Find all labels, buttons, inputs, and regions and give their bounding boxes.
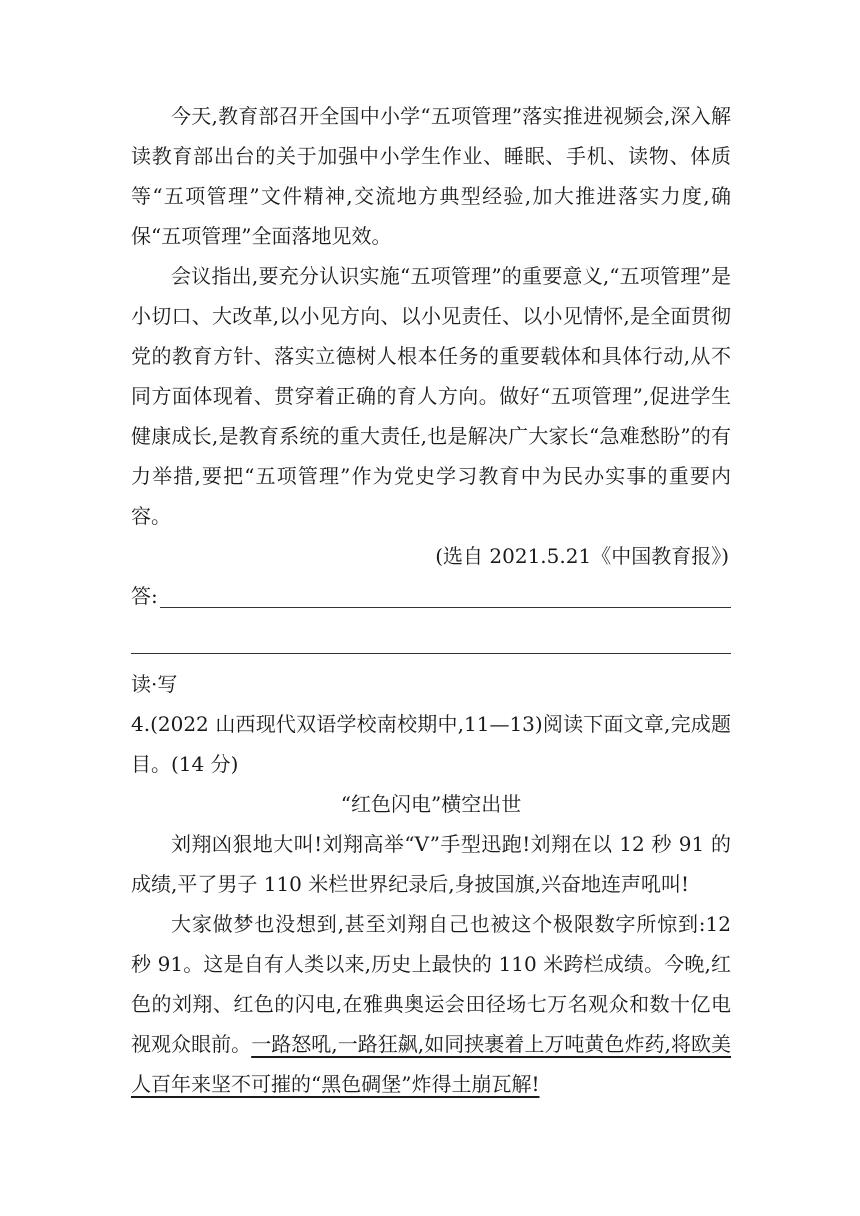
answer-rule: [160, 607, 731, 608]
answer-rule-2: [131, 653, 731, 654]
answer-label: 答:: [131, 584, 158, 608]
passage-paragraph-2: 会议指出,要充分认识实施“五项管理”的重要意义,“五项管理”是小切口、大改革,以小见方向、以小见责任、以小见情怀,是全面贯彻党的教育方针、落实立德树人根本任务的重要载体和具体行动,从不同方面体现着、贯穿着正确的育人方向。做好“五项管理”,促进学生健康成长,是教育系统的重大责任,也是解决广大家长“急难愁盼”的有力举措,要把“五项管理”作为党史学习教育中为民办实事的重要内容。: [131, 264, 731, 528]
section-label: 读·写: [131, 672, 178, 696]
article-paragraph-1: 刘翔凶狠地大叫!刘翔高举“V”手型迅跑!刘翔在以 12 秒 91 的成绩,平了男子 110 米栏世界纪录后,身披国旗,兴奋地连声吼叫!: [131, 832, 731, 896]
article-paragraph-2-text: 大家做梦也没想到,甚至刘翔自己也被这个极限数字所惊到:12 秒 91。这是自有人类以来,历史上最快的 110 米跨栏成绩。今晚,红色的刘翔、红色的闪电,在雅典奥运会田径场七万名观众和数十亿电视观众眼前。: [131, 912, 731, 1056]
question-4: 4.(2022 山西现代双语学校南校期中,11—13)阅读下面文章,完成题目。(14 分): [131, 712, 731, 776]
passage-paragraph-1: 今天,教育部召开全国中小学“五项管理”落实推进视频会,深入解读教育部出台的关于加强中小学生作业、睡眠、手机、读物、体质等“五项管理”文件精神,交流地方典型经验,加大推进落实力度,确保“五项管理”全面落地见效。: [131, 104, 731, 248]
document-page: [131, 96, 731, 1104]
answer-line-2[interactable]: [131, 616, 731, 656]
underlined-sentence: 一路怒吼,一路狂飙,如同挟裹着上万吨黄色炸药,将欧美人百年来坚不可摧的“黑色碉堡”炸得土崩瓦解!: [131, 1032, 732, 1096]
passage-source: (选自 2021.5.21《中国教育报》): [435, 544, 729, 568]
article-title: “红色闪电”横空出世: [340, 792, 522, 816]
article-paragraph-2: [131, 904, 731, 1104]
answer-line[interactable]: [131, 576, 731, 616]
